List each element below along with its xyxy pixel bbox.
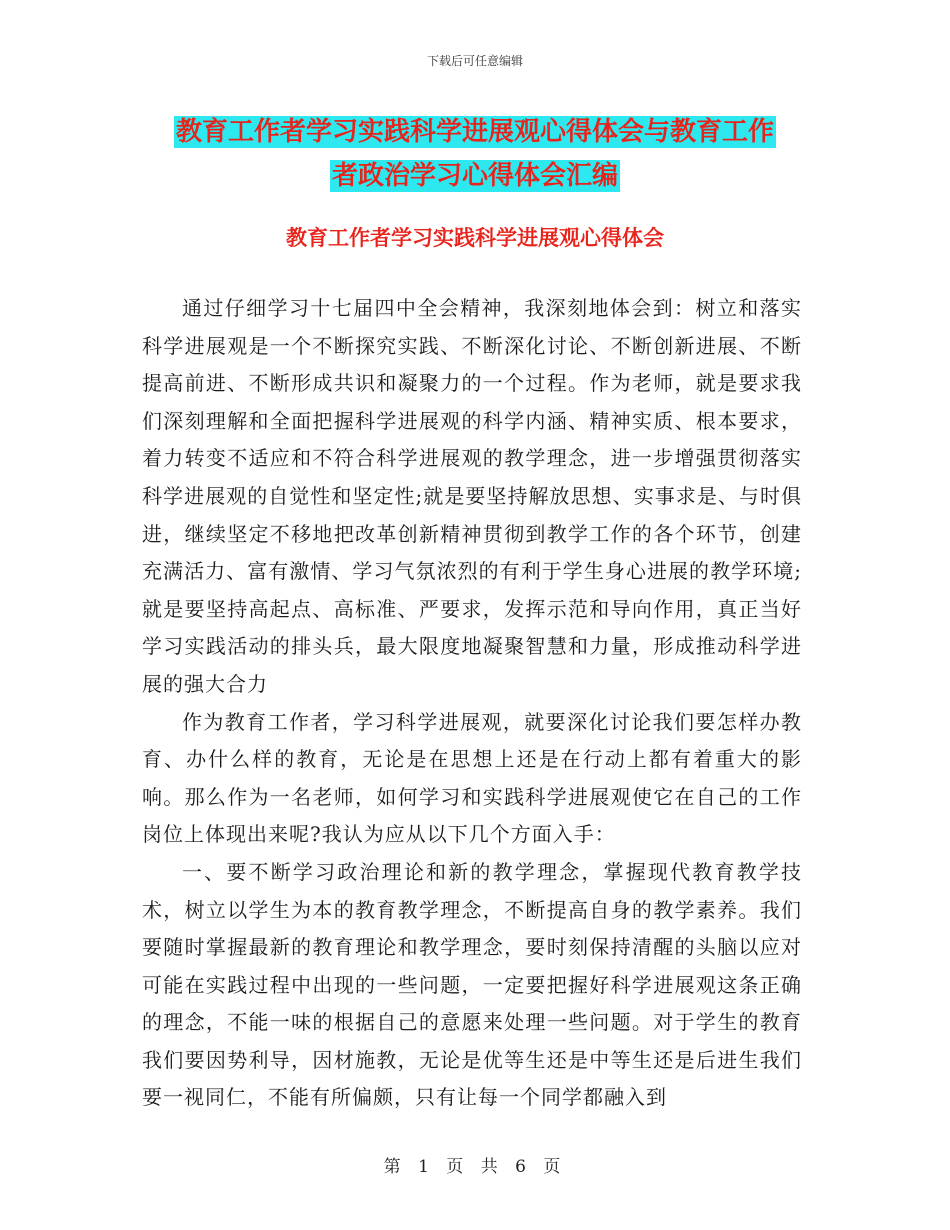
paragraph-2: 作为教育工作者，学习科学进展观，就要深化讨论我们要怎样办教育、办什么样的教育，无论是在思想上还是在行动上都有着重大的影响。那么作为一名老师，如何学习和实践科学进展观使它在自己的工作岗位上体现出来呢?我认为应从以下几个方面入手：: [142, 709, 802, 847]
document-title: [0, 110, 950, 198]
page-footer: 第 1 页 共 6 页: [383, 1157, 567, 1177]
body-text: [142, 290, 802, 1117]
paragraph-1: 通过仔细学习十七届四中全会精神，我深刻地体会到：树立和落实科学进展观是一个不断探究实践、不断深化讨论、不断创新进展、不断提高前进、不断形成共识和凝聚力的一个过程。作为老师，就是要求我们深刻理解和全面把握科学进展观的科学内涵、精神实质、根本要求，着力转变不适应和不符合科学进展观的教学理念，进一步增强贯彻落实科学进展观的自觉性和坚定性;就是要坚持解放思想、实事求是、与时俱进，继续坚定不移地把改革创新精神贯彻到教学工作的各个环节，创建充满活力、富有激情、学习气氛浓烈的有利于学生身心进展的教学环境;就是要坚持高起点、高标准、严要求，发挥示范和导向作用，真正当好学习实践活动的排头兵，最大限度地凝聚智慧和力量，形成推动科学进展的强大合力: [142, 296, 802, 696]
title-line-1: 教育工作者学习实践科学进展观心得体会与教育工作: [175, 117, 774, 147]
title-line-2: 者政治学习心得体会汇编: [331, 161, 618, 191]
page-header: 下载后可任意编辑: [426, 54, 523, 68]
paragraph-3: 一、要不断学习政治理论和新的教学理念，掌握现代教育教学技术，树立以学生为本的教育教学理念，不断提高自身的教学素养。我们要随时掌握最新的教育理论和教学理念，要时刻保持清醒的头脑以应对可能在实践过程中出现的一些问题，一定要把握好科学进展观这条正确的理念，不能一味的根据自己的意愿来处理一些问题。对于学生的教育我们要因势利导，因材施教，无论是优等生还是中等生还是后进生我们要一视同仁，不能有所偏颇，只有让每一个同学都融入到: [142, 859, 802, 1110]
section-title: 教育工作者学习实践科学进展观心得体会: [286, 226, 664, 250]
